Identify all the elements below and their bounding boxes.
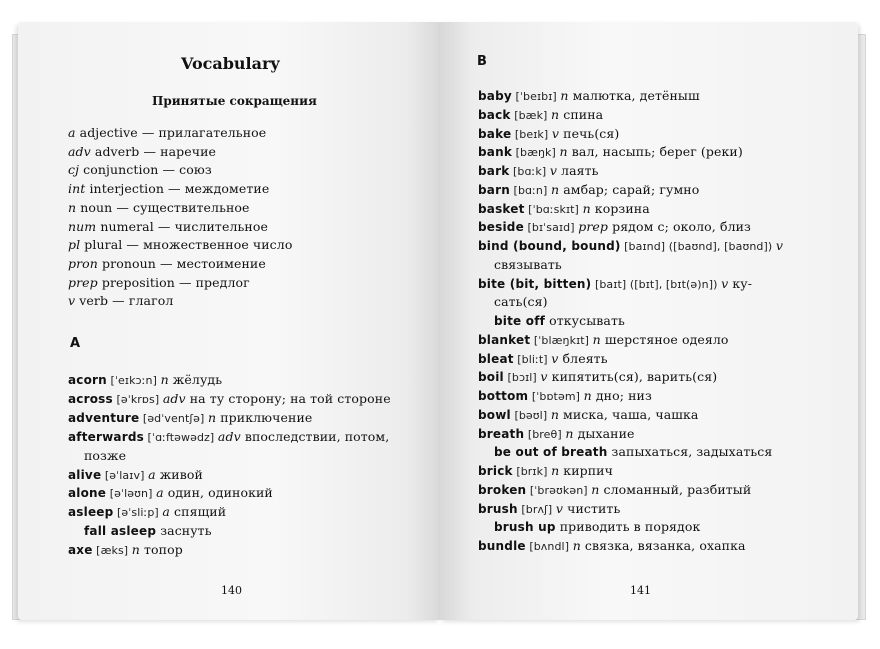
vocab-entry bbox=[68, 429, 389, 446]
vocab-entry bbox=[478, 163, 599, 180]
abbreviation-line bbox=[68, 237, 292, 253]
abbreviation-meaning: pronoun — местоимение bbox=[97, 255, 266, 271]
part-of-speech: v bbox=[555, 500, 564, 516]
part-of-speech: n bbox=[160, 372, 169, 387]
headword: beside bbox=[478, 220, 524, 235]
translation: дыхание bbox=[573, 425, 635, 441]
vocab-entry bbox=[478, 482, 751, 499]
headword: be out of breath bbox=[494, 445, 608, 460]
translation: лаять bbox=[556, 163, 599, 178]
part-of-speech: n bbox=[550, 406, 559, 422]
translation: жёлудь bbox=[168, 372, 223, 387]
abbreviation-code: n bbox=[68, 199, 77, 215]
transcription: [əˈsliːp] bbox=[113, 506, 163, 520]
translation: приключение bbox=[216, 409, 313, 425]
part-of-speech: v bbox=[775, 238, 784, 253]
abbreviation-code: v bbox=[68, 293, 76, 309]
vocab-entry bbox=[478, 126, 619, 143]
transcription: [bɪˈsaɪd] bbox=[523, 221, 579, 235]
vocab-entry bbox=[478, 144, 743, 161]
abbreviation-code: prep bbox=[68, 274, 98, 290]
abbreviation-meaning: plural — множественное число bbox=[80, 237, 293, 253]
sub-entry bbox=[494, 519, 700, 535]
headword: fall asleep bbox=[84, 524, 157, 539]
abbreviations-heading: Принятые сокращения bbox=[152, 94, 317, 108]
part-of-speech: v bbox=[721, 275, 729, 291]
transcription: [bɑːk] bbox=[509, 165, 550, 178]
headword: bleat bbox=[478, 351, 514, 366]
transcription: [bʌndl] bbox=[525, 540, 573, 553]
part-of-speech: n bbox=[591, 481, 600, 497]
abbreviation-code: cj bbox=[68, 162, 80, 178]
part-of-speech: v bbox=[551, 350, 559, 366]
headword: basket bbox=[478, 201, 525, 216]
page-title: Vocabulary bbox=[181, 54, 280, 73]
translation: впоследствии, потом, bbox=[240, 428, 390, 444]
translation: дно; низ bbox=[591, 388, 652, 403]
left-page bbox=[18, 22, 440, 620]
translation: рядом с; около, близ bbox=[608, 219, 751, 235]
headword: back bbox=[478, 107, 511, 122]
vocab-entry bbox=[478, 219, 751, 236]
translation: чистить bbox=[563, 500, 621, 516]
headword: breath bbox=[478, 426, 525, 441]
translation: печь(ся) bbox=[559, 125, 620, 141]
vocab-entry bbox=[478, 276, 752, 293]
transcription: [ˈɑːftəwədz] bbox=[143, 430, 218, 444]
abbreviation-line bbox=[68, 256, 266, 272]
translation: на ту сторону; на той стороне bbox=[185, 390, 391, 406]
abbreviation-meaning: noun — существительное bbox=[76, 199, 250, 215]
abbreviation-meaning: adverb — наречие bbox=[90, 143, 217, 159]
page-number-right: 141 bbox=[630, 584, 651, 597]
abbreviation-code: a bbox=[68, 125, 76, 140]
part-of-speech: n bbox=[550, 181, 560, 197]
sub-entry bbox=[84, 523, 212, 539]
abbreviation-meaning: interjection — междометие bbox=[85, 181, 270, 197]
abbreviation-meaning: conjunction — союз bbox=[79, 162, 212, 178]
headword: asleep bbox=[68, 505, 114, 520]
transcription: [beɪk] bbox=[511, 127, 552, 141]
translation: связка, вязанка, охапка bbox=[580, 538, 746, 553]
headword: boil bbox=[478, 370, 504, 385]
transcription: [ˈbɑːskɪt] bbox=[524, 202, 583, 216]
headword: afterwards bbox=[68, 429, 144, 444]
translation: спина bbox=[559, 106, 604, 122]
part-of-speech: n bbox=[551, 463, 560, 478]
translation: ку- bbox=[728, 275, 753, 291]
headword: bank bbox=[478, 145, 513, 160]
headword: blanket bbox=[478, 332, 531, 347]
headword: broken bbox=[478, 482, 527, 497]
translation: шерстяное одеяло bbox=[600, 331, 729, 347]
part-of-speech: n bbox=[572, 538, 581, 553]
abbreviation-code: int bbox=[68, 181, 86, 197]
abbreviation-meaning: numeral — числительное bbox=[96, 218, 268, 234]
vocab-entry bbox=[68, 410, 312, 427]
headword: bowl bbox=[478, 407, 511, 422]
vocab-entry bbox=[478, 369, 717, 386]
vocab-entry bbox=[68, 467, 203, 484]
vocab-entry bbox=[478, 538, 746, 555]
translation: сломанный, разбитый bbox=[599, 481, 752, 497]
abbreviation-line bbox=[68, 275, 250, 291]
headword: axe bbox=[68, 543, 93, 558]
headword: acorn bbox=[68, 373, 107, 387]
translation: корзина bbox=[590, 200, 650, 216]
transcription: [ˈbeɪbɪ] bbox=[511, 90, 561, 103]
transcription: [əˈlaɪv] bbox=[101, 468, 149, 482]
translation: вал, насыпь; берег (реки) bbox=[567, 144, 743, 160]
translation: кипятить(ся), варить(ся) bbox=[547, 369, 718, 385]
transcription: [ˈblæŋkɪt] bbox=[530, 333, 593, 347]
part-of-speech: a bbox=[162, 504, 170, 520]
part-of-speech: a bbox=[156, 485, 164, 501]
abbreviation-line bbox=[68, 200, 250, 216]
entry-continuation bbox=[494, 294, 548, 310]
abbreviation-code: num bbox=[68, 218, 97, 234]
transcription: [əˈləʊn] bbox=[106, 487, 157, 501]
translation: позже bbox=[84, 447, 127, 463]
abbreviation-line bbox=[68, 144, 216, 160]
transcription: [ədˈventʃə] bbox=[139, 411, 209, 425]
abbreviation-line bbox=[68, 125, 266, 141]
transcription: [bæŋk] bbox=[512, 146, 560, 160]
headword: baby bbox=[478, 89, 512, 103]
abbreviation-code: pron bbox=[68, 255, 98, 271]
headword: alone bbox=[68, 486, 107, 501]
part-of-speech: v bbox=[551, 125, 560, 141]
entry-continuation bbox=[494, 257, 562, 273]
headword: bark bbox=[478, 164, 510, 178]
headword: barn bbox=[478, 182, 510, 197]
right-page bbox=[440, 22, 858, 620]
translation: связывать bbox=[494, 256, 562, 272]
transcription: [əˈkrɒs] bbox=[112, 392, 163, 406]
vocab-entry bbox=[478, 182, 699, 199]
vocab-entry bbox=[68, 372, 222, 389]
translation: малютка, детёныш bbox=[568, 88, 700, 103]
transcription: [ˈbrəʊkən] bbox=[526, 483, 592, 497]
translation: миска, чаша, чашка bbox=[558, 406, 699, 422]
transcription: [bliːt] bbox=[513, 352, 552, 366]
translation: живой bbox=[155, 466, 203, 482]
headword: brush bbox=[478, 501, 518, 516]
abbreviation-code: pl bbox=[68, 237, 81, 253]
part-of-speech: v bbox=[549, 163, 557, 178]
abbreviation-code: adv bbox=[68, 143, 91, 159]
translation: амбар; сарай; гумно bbox=[559, 181, 700, 197]
translation: откусывать bbox=[545, 313, 625, 328]
abbreviation-line bbox=[68, 293, 173, 309]
part-of-speech: v bbox=[540, 369, 548, 385]
part-of-speech: adv bbox=[162, 390, 186, 406]
abbreviation-line bbox=[68, 162, 212, 178]
headword: bite off bbox=[494, 314, 546, 328]
part-of-speech: n bbox=[583, 388, 592, 403]
vocab-entry bbox=[478, 332, 729, 349]
section-letter-a: A bbox=[70, 336, 81, 351]
vocab-entry bbox=[478, 501, 620, 518]
headword: brick bbox=[478, 464, 513, 478]
translation: блеять bbox=[558, 350, 608, 366]
translation: топор bbox=[139, 542, 183, 558]
headword: across bbox=[68, 391, 113, 406]
vocab-entry bbox=[478, 351, 608, 368]
translation: один, одинокий bbox=[163, 485, 273, 501]
transcription: [breθ] bbox=[524, 427, 566, 441]
transcription: [æks] bbox=[92, 544, 132, 558]
part-of-speech: n bbox=[560, 88, 569, 103]
sub-entry bbox=[494, 313, 625, 329]
entry-continuation bbox=[84, 448, 126, 464]
vocab-entry bbox=[478, 238, 783, 255]
part-of-speech: n bbox=[551, 106, 560, 122]
part-of-speech: adv bbox=[217, 428, 241, 444]
vocab-entry bbox=[478, 388, 652, 405]
headword: adventure bbox=[68, 410, 140, 425]
transcription: [baɪt] ([bɪt], [bɪt(ə)n]) bbox=[591, 277, 722, 291]
vocab-entry bbox=[478, 407, 698, 424]
translation: спящий bbox=[169, 504, 227, 520]
translation: заснуть bbox=[156, 523, 212, 539]
transcription: [baɪnd] ([baʊnd], [baʊnd]) bbox=[620, 240, 776, 253]
translation: приводить в порядок bbox=[555, 519, 701, 535]
part-of-speech: n bbox=[208, 409, 217, 425]
part-of-speech: n bbox=[559, 144, 568, 160]
page-number-left: 140 bbox=[221, 584, 242, 597]
headword: brush up bbox=[494, 520, 556, 535]
vocab-entry bbox=[68, 542, 183, 559]
vocab-entry bbox=[478, 88, 700, 105]
translation: сать(ся) bbox=[494, 294, 548, 310]
vocab-entry bbox=[478, 463, 613, 480]
headword: bite (bit, bitten) bbox=[478, 276, 592, 291]
headword: bind (bound, bound) bbox=[478, 239, 621, 253]
part-of-speech: n bbox=[592, 331, 601, 347]
translation: запыхаться, задыхаться bbox=[607, 444, 773, 460]
transcription: [ˈbɒtəm] bbox=[528, 390, 584, 403]
sub-entry bbox=[494, 444, 772, 460]
part-of-speech: n bbox=[582, 200, 591, 216]
transcription: [bɔɪl] bbox=[503, 371, 541, 385]
abbreviation-meaning: verb — глагол bbox=[75, 293, 174, 309]
vocab-entry bbox=[478, 201, 650, 218]
abbreviation-line bbox=[68, 219, 268, 235]
translation: кирпич bbox=[559, 463, 613, 478]
vocab-entry bbox=[478, 426, 635, 443]
headword: bake bbox=[478, 126, 512, 141]
part-of-speech: n bbox=[565, 425, 574, 441]
part-of-speech: n bbox=[131, 542, 140, 558]
transcription: [bəʊl] bbox=[510, 408, 551, 422]
headword: alive bbox=[68, 467, 102, 482]
section-letter-b: B bbox=[477, 54, 487, 69]
headword: bottom bbox=[478, 389, 529, 403]
part-of-speech: prep bbox=[578, 219, 609, 235]
vocab-entry bbox=[68, 485, 273, 502]
headword: bundle bbox=[478, 539, 526, 553]
vocab-entry bbox=[478, 107, 603, 124]
transcription: [brʌʃ] bbox=[517, 502, 556, 516]
transcription: [ˈeɪkɔːn] bbox=[106, 374, 161, 387]
transcription: [bæk] bbox=[510, 108, 552, 122]
abbreviation-line bbox=[68, 181, 269, 197]
abbreviation-meaning: preposition — предлог bbox=[97, 274, 250, 290]
abbreviation-meaning: adjective — прилагательное bbox=[75, 125, 267, 140]
vocab-entry bbox=[68, 504, 226, 521]
transcription: [brɪk] bbox=[512, 465, 552, 478]
transcription: [bɑːn] bbox=[509, 183, 551, 197]
part-of-speech: a bbox=[148, 466, 156, 482]
vocab-entry bbox=[68, 391, 391, 408]
